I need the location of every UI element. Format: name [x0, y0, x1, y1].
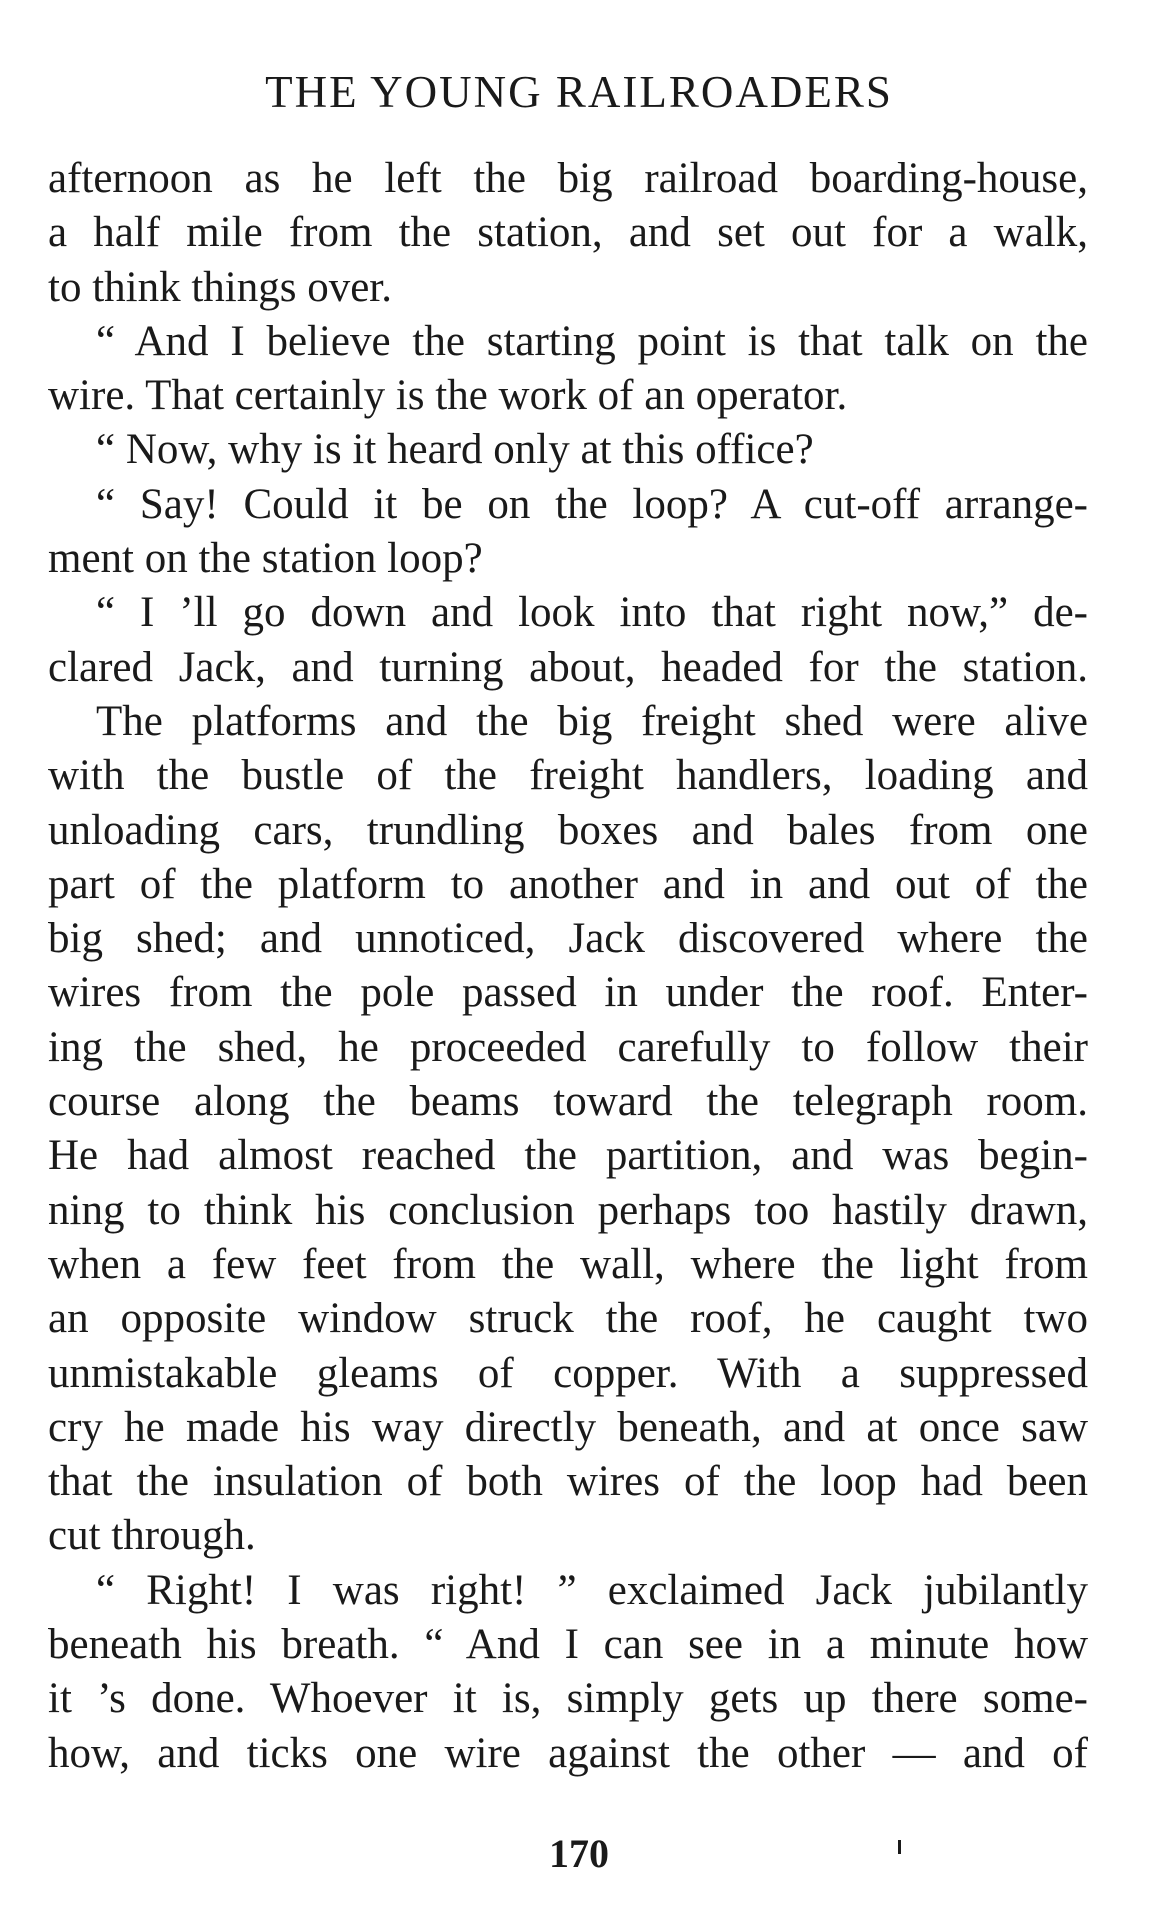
text-line: “ And I believe the starting point is that talk on the: [96, 317, 1088, 365]
text-line: a half mile from the station, and set out for a walk,: [48, 209, 1088, 257]
text-line: cut through.: [48, 1512, 256, 1560]
text-line: unloading cars, trundling boxes and bales from one: [48, 806, 1088, 854]
text-line: “ Right! I was right! ” exclaimed Jack jubilantly: [96, 1566, 1088, 1614]
text-line: ment on the station loop?: [48, 535, 483, 583]
text-line: an opposite window struck the roof, he caught two: [48, 1295, 1088, 1343]
text-line: clared Jack, and turning about, headed for the station.: [48, 643, 1088, 691]
text-line: ing the shed, he proceeded carefully to follow their: [48, 1023, 1088, 1071]
text-line: it ’s done. Whoever it is, simply gets up there some-: [48, 1675, 1088, 1723]
text-line: that the insulation of both wires of the loop had been: [48, 1458, 1088, 1506]
text-line: wire. That certainly is the work of an operator.: [48, 372, 848, 420]
text-line: when a few feet from the wall, where the light from: [48, 1240, 1088, 1288]
text-line: part of the platform to another and in and out of the: [48, 860, 1088, 908]
text-line: with the bustle of the freight handlers, loading and: [48, 752, 1088, 800]
text-line: He had almost reached the partition, and was begin-: [48, 1132, 1088, 1180]
body-text: [48, 152, 1088, 1781]
text-line: The platforms and the big freight shed were alive: [96, 697, 1088, 745]
text-line: how, and ticks one wire against the other — and of: [48, 1729, 1088, 1777]
text-line: big shed; and unnoticed, Jack discovered where the: [48, 915, 1088, 963]
page-number: 170: [549, 1831, 609, 1876]
text-line: ning to think his conclusion perhaps too hastily drawn,: [48, 1186, 1088, 1234]
text-line: afternoon as he left the big railroad boarding-house,: [48, 155, 1088, 202]
running-head: THE YOUNG RAILROADERS: [265, 67, 893, 117]
text-line: unmistakable gleams of copper. With a suppressed: [48, 1349, 1088, 1397]
text-line: “ I ’ll go down and look into that right now,” de-: [96, 589, 1088, 637]
text-line: course along the beams toward the telegraph room.: [48, 1078, 1088, 1126]
text-line: cry he made his way directly beneath, and at once saw: [48, 1403, 1088, 1451]
text-line: to think things over.: [48, 263, 392, 311]
print-mark: [898, 1840, 901, 1854]
text-line: beneath his breath. “ And I can see in a minute how: [48, 1621, 1088, 1669]
text-line: “ Now, why is it heard only at this office?: [96, 426, 814, 474]
text-line: wires from the pole passed in under the roof. Enter-: [48, 969, 1088, 1017]
text-line: “ Say! Could it be on the loop? A cut-off arrange-: [96, 480, 1088, 528]
